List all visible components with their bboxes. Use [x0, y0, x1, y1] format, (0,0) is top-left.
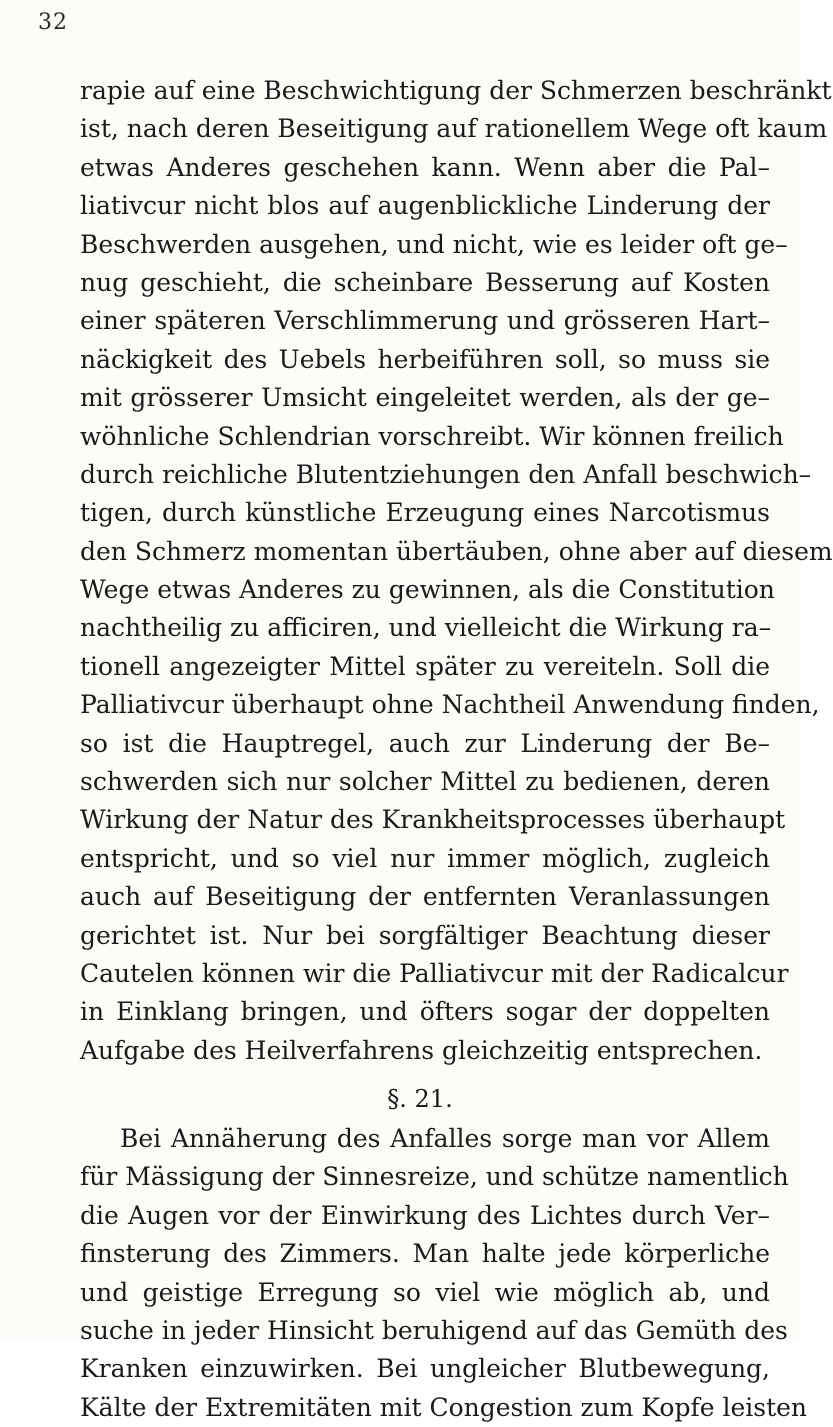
text-line: durch reichliche Blutentziehungen den Anfall beschwich–: [80, 459, 812, 489]
text-line: Cautelen können wir die Palliativcur mit der Radicalcur: [80, 958, 789, 988]
text-line: Kranken einzuwirken. Bei ungleicher Blutbewegung,: [80, 1354, 770, 1384]
text-line: ist, nach deren Beseitigung auf rationellem Wege oft kaum: [80, 114, 828, 144]
text-line: suche in jeder Hinsicht beruhigend auf das Gemüth des: [80, 1315, 788, 1345]
text-line: nug geschieht, die scheinbare Besserung auf Kosten: [80, 267, 770, 297]
text-line: und geistige Erregung so viel wie möglich ab, und: [80, 1277, 770, 1307]
text-line: Kälte der Extremitäten mit Congestion zum Kopfe leisten: [80, 1392, 808, 1422]
text-line: in Einklang bringen, und öfters sogar der doppelten: [80, 997, 770, 1027]
text-line: rapie auf eine Beschwichtigung der Schmerzen beschränkt: [80, 76, 832, 105]
text-line: finsterung des Zimmers. Man halte jede körperliche: [80, 1239, 770, 1269]
paragraph-1: [80, 72, 833, 1070]
text-line: nachtheilig zu afficiren, und vielleicht die Wirkung ra–: [80, 613, 772, 643]
text-line: entspricht, und so viel nur immer möglich, zugleich: [80, 843, 770, 873]
text-line: auch auf Beseitigung der entfernten Veranlassungen: [80, 882, 770, 912]
text-line: Wirkung der Natur des Krankheitsprocesses überhaupt: [80, 805, 786, 835]
text-line: so ist die Hauptregel, auch zur Linderung der Be–: [80, 728, 770, 758]
text-line: näckigkeit des Uebels herbeiführen soll, so muss sie: [80, 344, 770, 374]
text-line: Beschwerden ausgehen, und nicht, wie es leider oft ge–: [80, 229, 788, 259]
text-line: gerichtet ist. Nur bei sorgfältiger Beachtung dieser: [80, 920, 770, 950]
text-line: für Mässigung der Sinnesreize, und schütze namentlich: [80, 1162, 789, 1192]
text-line: Aufgabe des Heilverfahrens gleichzeitig entsprechen.: [80, 1035, 763, 1065]
text-line: schwerden sich nur solcher Mittel zu bedienen, deren: [80, 767, 770, 797]
text-line: etwas Anderes geschehen kann. Wenn aber die Pal–: [80, 152, 770, 182]
text-line: Bei Annäherung des Anfalles sorge man vor Allem: [120, 1124, 770, 1153]
page-number: 32: [38, 10, 68, 35]
text-line: die Augen vor der Einwirkung des Lichtes durch Ver–: [80, 1200, 770, 1230]
text-line: tionell angezeigter Mittel später zu vereiteln. Soll die: [80, 651, 770, 681]
text-line: liativcur nicht blos auf augenblickliche Linderung der: [80, 191, 770, 221]
text-line: mit grösserer Umsicht eingeleitet werden, als der ge–: [80, 383, 770, 413]
text-line: einer späteren Verschlimmerung und grösseren Hart–: [80, 306, 770, 336]
section-heading: §. 21.: [387, 1085, 453, 1113]
text-line: wöhnliche Schlendrian vorschreibt. Wir können freilich: [80, 421, 784, 451]
text-line: Wege etwas Anderes zu gewinnen, als die Constitution: [80, 575, 775, 605]
text-line: tigen, durch künstliche Erzeugung eines Narcotismus: [80, 498, 770, 528]
paragraph-2: [80, 1120, 808, 1427]
text-line: Palliativcur überhaupt ohne Nachtheil Anwendung finden,: [80, 690, 820, 720]
text-line: den Schmerz momentan übertäuben, ohne aber auf diesem: [80, 536, 833, 566]
